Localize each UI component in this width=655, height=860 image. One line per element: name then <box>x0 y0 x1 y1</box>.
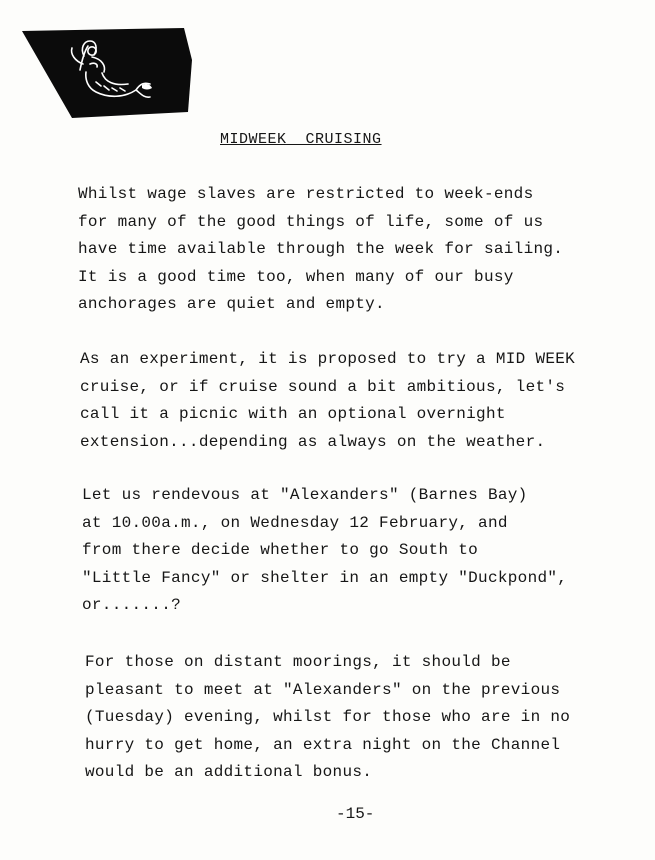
paragraph-line: pleasant to meet at "Alexanders" on the previous <box>85 680 561 699</box>
paragraph-3 <box>82 482 567 620</box>
paragraph-line: (Tuesday) evening, whilst for those who are in no <box>85 708 571 726</box>
paragraph-line: or.......? <box>82 596 182 614</box>
paragraph-4 <box>85 649 570 787</box>
mermaid-logo-icon <box>22 28 194 118</box>
paragraph-1 <box>78 181 563 319</box>
paragraph-line: cruise, or if cruise sound a bit ambitious, let's <box>80 377 566 396</box>
paragraph-line: at 10.00a.m., on Wednesday 12 February, and <box>82 513 508 532</box>
paragraph-line: have time available through the week for sailing. <box>78 240 564 258</box>
paragraph-line: from there decide whether to go South to <box>82 541 479 559</box>
paragraph-line: As an experiment, it is proposed to try a MID WEEK <box>80 350 576 368</box>
paragraph-line: would be an additional bonus. <box>85 763 373 781</box>
paragraph-2 <box>80 346 575 456</box>
paragraph-line: anchorages are quiet and empty. <box>78 295 385 313</box>
paragraph-line: Let us rendevous at "Alexanders" (Barnes Bay) <box>82 486 528 504</box>
paragraph-line: hurry to get home, an extra night on the Channel <box>85 735 561 754</box>
paragraph-line: call it a picnic with an optional overnight <box>80 405 506 423</box>
paragraph-line: It is a good time too, when many of our busy <box>78 267 514 286</box>
document-title: MIDWEEK CRUISING <box>220 131 382 148</box>
page-number: -15- <box>336 805 375 823</box>
paragraph-line: "Little Fancy" or shelter in an empty "Duckpond", <box>82 568 568 587</box>
paragraph-line: For those on distant moorings, it should be <box>85 653 511 671</box>
paragraph-line: Whilst wage slaves are restricted to week-ends <box>78 185 534 203</box>
paragraph-line: extension...depending as always on the weather. <box>80 432 546 451</box>
paragraph-line: for many of the good things of life, some of us <box>78 212 544 231</box>
